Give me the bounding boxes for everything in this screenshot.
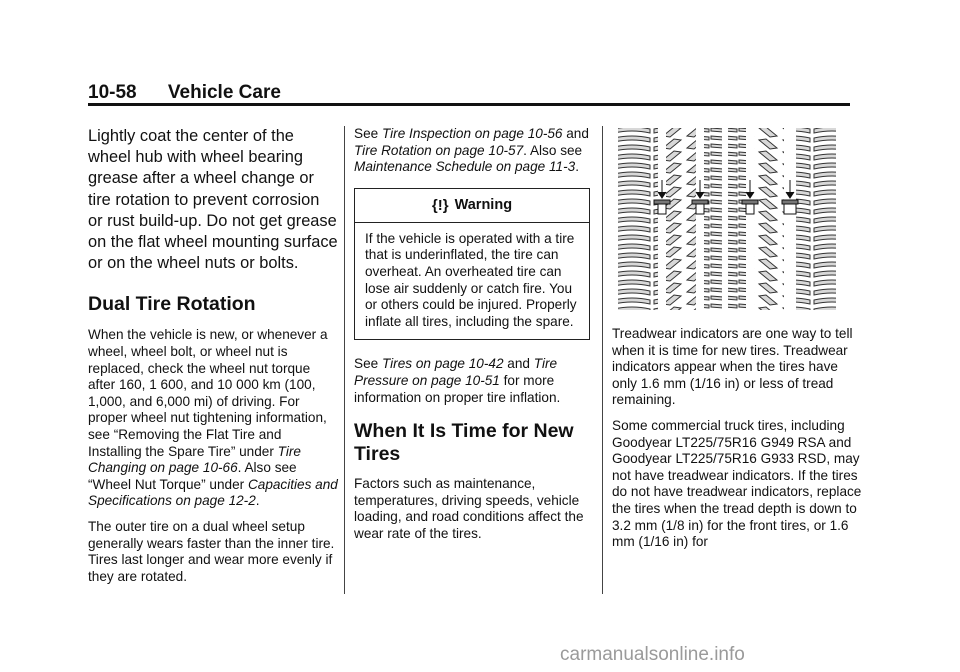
tread-rib-1 bbox=[618, 128, 658, 310]
column-1 bbox=[88, 126, 338, 585]
tread-rib-3 bbox=[704, 128, 722, 310]
page-header bbox=[88, 82, 281, 104]
warning-header bbox=[355, 189, 589, 223]
warning-text: If the vehicle is operated with a tire that is underinflated, the tire can overheat. An overheated tire can lose air suddenly or catch fire. You or others could be injured. Properly inflate all tires, including the spare. bbox=[365, 230, 577, 329]
column-2 bbox=[354, 126, 594, 543]
tire-pressure-link[interactable]: Tire Pressure on page 10-51 bbox=[354, 356, 558, 388]
capacities-link[interactable]: Capacities and Specifications on page 12-2 bbox=[88, 476, 338, 509]
torque-paragraph: When the vehicle is new, or whenever a wheel, wheel bolt, or wheel nut is replaced, check the wheel nut torque after 160, 1 600, and 10 000 km (100, 1,000, and 6,000 mi) of driving. For proper wheel nut tightening information, see “Removing the Flat Tire and Installing the Spare Tire” under Tire Changing on page 10-66. Also see “Wheel Nut Torque” under Capacities and Specifications on page 12-2. bbox=[88, 327, 338, 509]
warning-icon: {!} bbox=[431, 196, 449, 214]
page-number: 10-58 bbox=[88, 82, 137, 103]
watermark: carmanualsonline.info bbox=[560, 644, 745, 665]
lead-paragraph: Lightly coat the center of the wheel hub with wheel bearing grease after a wheel change or tire rotation to prevent corrosion or rust build-up. Do not get grease on the flat wheel mounting surface or on the wheel nuts or bolts. bbox=[88, 127, 338, 273]
header-rule bbox=[88, 103, 850, 106]
new-tires-heading: When It Is Time for New Tires bbox=[354, 420, 574, 466]
tread-rib-6 bbox=[796, 128, 836, 310]
commercial-tires-paragraph: Some commercial truck tires, including Goodyear LT225/75R16 G949 RSA and Goodyear LT225/75R16 G933 RSD, may not have treadwear indicators. If the tires do not have treadwear indicators, replace the tires when the tread depth is down to 3.2 mm (1/8 in) for the front tires, or 1.6 mm (1/16 in) for bbox=[612, 417, 862, 550]
factors-paragraph: Factors such as maintenance, temperatures, driving speeds, vehicle loading, and road conditions affect the wear rate of the tires. bbox=[354, 476, 584, 541]
tire-changing-link[interactable]: Tire Changing on page 10-66 bbox=[88, 443, 301, 476]
warning-box bbox=[354, 188, 590, 341]
tread-rib-5 bbox=[754, 128, 784, 310]
dual-tire-rotation-heading: Dual Tire Rotation bbox=[88, 293, 256, 316]
tire-inspection-link[interactable]: Tire Inspection on page 10-56 bbox=[381, 126, 563, 141]
column-divider-1 bbox=[344, 126, 345, 594]
tread-rib-4 bbox=[728, 128, 746, 310]
section-title: Vehicle Care bbox=[167, 82, 281, 103]
outer-tire-paragraph: The outer tire on a dual wheel setup generally wears faster than the inner tire. Tires last longer and wear more evenly if they are rotated. bbox=[88, 518, 335, 584]
maintenance-schedule-link[interactable]: Maintenance Schedule on page 11-3 bbox=[354, 159, 576, 175]
tires-link[interactable]: Tires on page 10-42 bbox=[381, 356, 504, 372]
column-divider-2 bbox=[602, 126, 603, 594]
warning-title: Warning bbox=[454, 197, 513, 214]
see-also-paragraph: See Tire Inspection on page 10-56 and Tire Rotation on page 10-57. Also see Maintenance Schedule on page 11-3. bbox=[354, 126, 589, 175]
treadwear-paragraph: Treadwear indicators are one way to tell when it is time for new tires. Treadwear indicators appear when the tires have only 1.6 mm (1/16 in) or less of tread remaining. bbox=[612, 326, 853, 408]
column-3 bbox=[612, 126, 862, 551]
tread-rib-2 bbox=[666, 128, 696, 310]
tire-rotation-link[interactable]: Tire Rotation on page 10-57 bbox=[354, 142, 524, 158]
tire-pressure-paragraph: See Tires on page 10-42 and Tire Pressure on page 10-51 for more information on proper tire inflation. bbox=[354, 356, 561, 405]
tire-tread-icon bbox=[612, 126, 848, 312]
